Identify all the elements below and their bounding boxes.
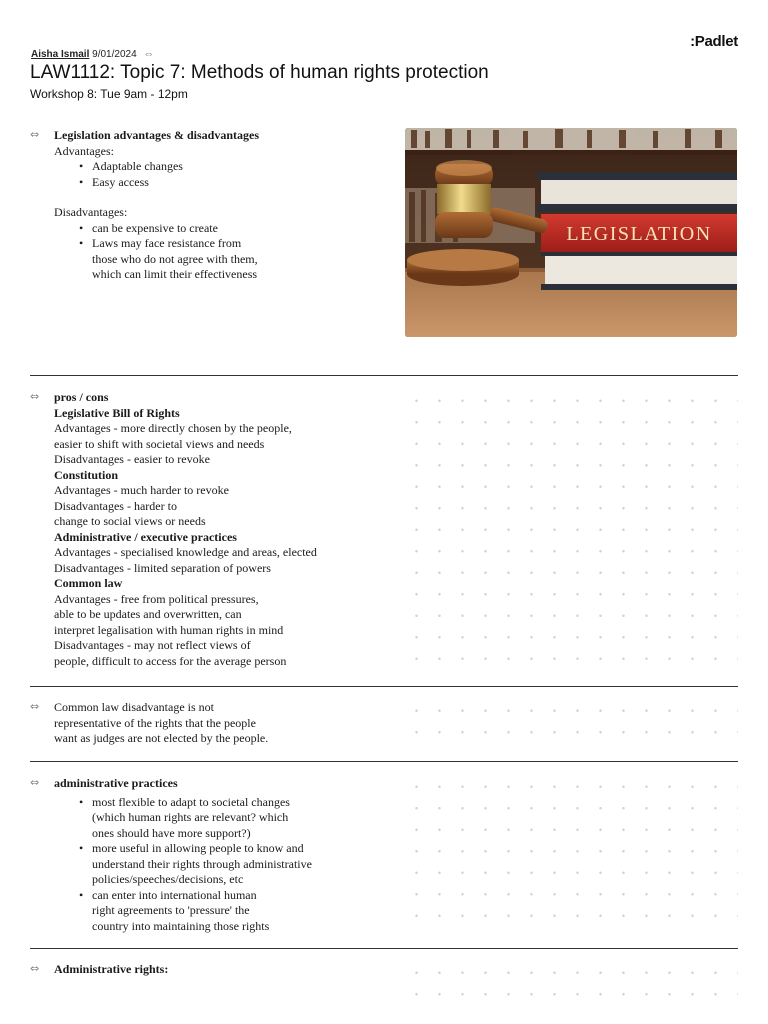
list-item: • Easy access xyxy=(92,175,259,191)
link-icon[interactable]: ⇔ xyxy=(30,128,40,141)
list-item: • more useful in allowing people to know and understand their rights through administrative policies/speeches/decisions, etc xyxy=(92,841,312,888)
post-body xyxy=(54,776,312,934)
list-item-continued: those who do not agree with them, xyxy=(92,251,258,266)
text-line: Advantages - free from political pressures, xyxy=(54,591,259,606)
text-line: Common law disadvantage is not xyxy=(54,700,214,714)
text-line: change to social views or needs xyxy=(54,514,206,528)
empty-canvas-area xyxy=(405,776,738,936)
text-line: representative of the rights that the people xyxy=(54,715,256,730)
author-link[interactable]: Aisha Ismail xyxy=(31,49,90,60)
text-line: Disadvantages - limited separation of powers xyxy=(54,560,271,575)
disadvantages-list xyxy=(54,221,259,252)
book-spine-label: LEGISLATION xyxy=(566,223,712,245)
text-line: Disadvantages - easier to revoke xyxy=(54,452,210,466)
advantages-list xyxy=(54,159,259,190)
post-title: pros / cons xyxy=(54,390,109,404)
list-item: • Adaptable changes xyxy=(92,159,259,175)
list-item-continued: which can limit their effectiveness xyxy=(92,267,258,281)
advantages-label: Advantages: xyxy=(54,143,114,158)
link-icon[interactable]: ⇔ xyxy=(30,390,40,403)
text-line: people, difficult to access for the average person xyxy=(54,653,287,668)
text-line: Advantages - more directly chosen by the people, xyxy=(54,421,292,435)
link-icon[interactable]: ⇔ xyxy=(30,776,40,789)
post-title: administrative practices xyxy=(54,776,178,790)
section-heading: Administrative / executive practices xyxy=(54,529,237,544)
post-divider xyxy=(30,948,738,949)
link-icon[interactable]: ⇔ xyxy=(30,962,40,975)
text-line: want as judges are not elected by the people. xyxy=(54,731,269,745)
list-item: • can be expensive to create xyxy=(92,221,259,237)
empty-canvas-area xyxy=(405,700,738,750)
post-title: Administrative rights: xyxy=(54,962,169,976)
text-line: easier to shift with societal views and needs xyxy=(54,436,265,451)
post-date: 9/01/2024 xyxy=(92,49,137,60)
page-title: LAW1112: Topic 7: Methods of human rights protection xyxy=(30,62,489,83)
text-line: Disadvantages - may not reflect views of xyxy=(54,638,251,652)
link-icon[interactable]: ⇔ xyxy=(143,48,155,60)
list-item: • can enter into international human right agreements to 'pressure' the country into maintaining those rights xyxy=(92,888,312,935)
disadvantages-label: Disadvantages: xyxy=(54,205,128,219)
text-line: Advantages - much harder to revoke xyxy=(54,483,229,497)
post-meta xyxy=(31,48,154,60)
bullet-list xyxy=(54,795,312,935)
post-body xyxy=(54,962,168,978)
legislation-gavel-image[interactable] xyxy=(405,128,737,337)
padlet-logo[interactable]: :Padlet xyxy=(690,33,738,50)
empty-canvas-area xyxy=(405,962,738,1007)
post-body xyxy=(54,700,268,747)
post-divider xyxy=(30,375,738,376)
text-line: interpret legalisation with human rights in mind xyxy=(54,622,284,637)
list-item: • Laws may face resistance from xyxy=(92,236,259,252)
section-heading: Common law xyxy=(54,576,123,590)
post-title: Legislation advantages & disadvantages xyxy=(54,128,260,142)
section-heading: Constitution xyxy=(54,467,119,482)
text-line: able to be updates and overwritten, can xyxy=(54,607,242,621)
section-heading: Legislative Bill of Rights xyxy=(54,405,180,420)
link-icon[interactable]: ⇔ xyxy=(30,700,40,713)
post-body xyxy=(54,390,317,669)
text-line: Disadvantages - harder to xyxy=(54,498,177,513)
page-subtitle: Workshop 8: Tue 9am - 12pm xyxy=(30,87,188,101)
post-divider xyxy=(30,686,738,687)
post-divider xyxy=(30,761,738,762)
list-item: • most flexible to adapt to societal changes (which human rights are relevant? which ones should have more support?) xyxy=(92,795,312,842)
text-line: Advantages - specialised knowledge and areas, elected xyxy=(54,545,317,559)
empty-canvas-area xyxy=(405,390,738,673)
post-body xyxy=(54,128,259,283)
